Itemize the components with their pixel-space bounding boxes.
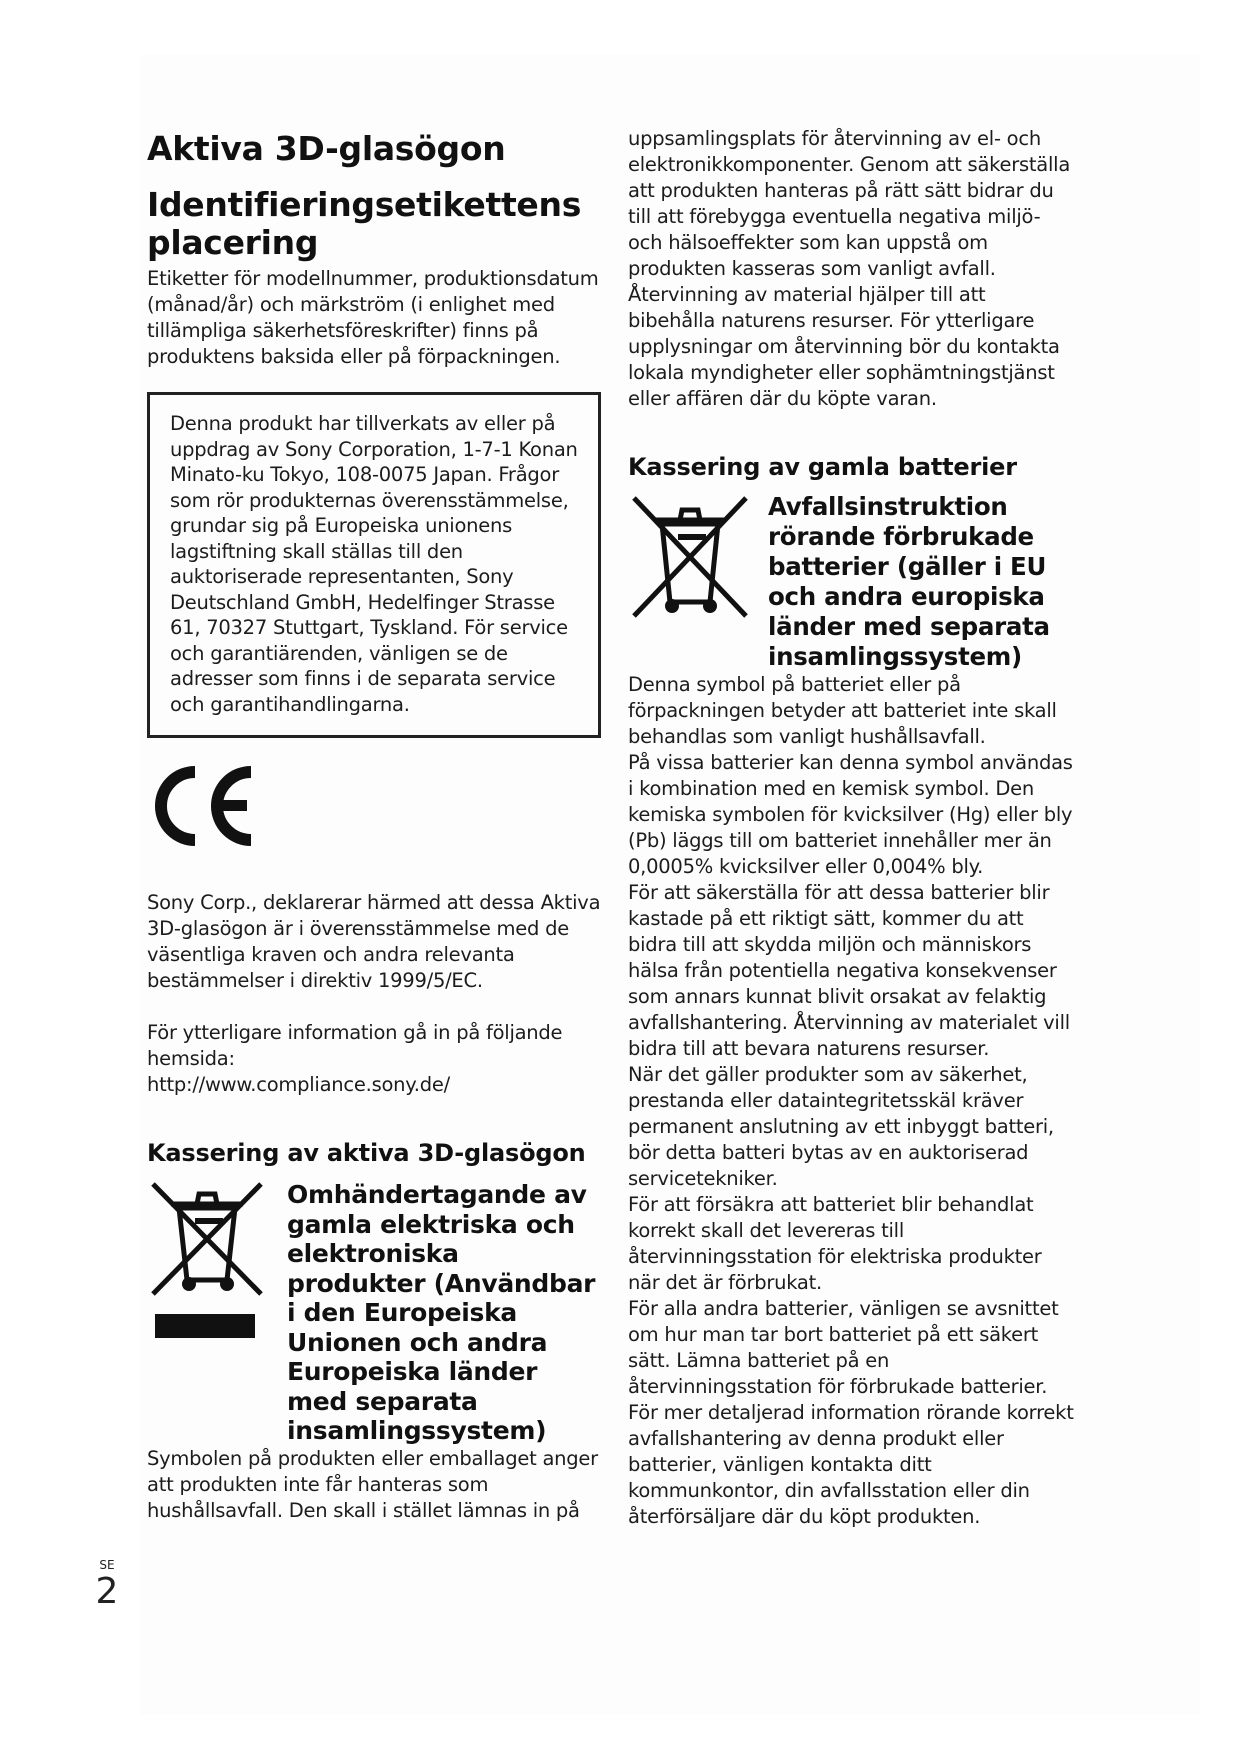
label-location-heading: Identifieringsetikettens placering: [147, 185, 582, 262]
battery-paragraph: Denna symbol på batteriet eller på förpackningen betyder att batteriet inte skall behandlas som vanligt hushållsavfall.: [628, 673, 1057, 748]
page-title: Aktiva 3D-glasögon: [147, 129, 506, 168]
label-location-text: Etiketter för modellnummer, produktionsdatum (månad/år) och märkström (i enlighet med tillämpliga säkerhetsföreskrifter) finns på produktens baksida eller på förpackningen.: [147, 267, 599, 368]
battery-text-block: [628, 672, 1078, 1530]
weee-continued-text: uppsamlingsplats för återvinning av el- och elektronikkomponenter. Genom att säkerställa att produkten hanteras på rätt sätt bidrar du till att förebygga eventuella negativa miljö- och hälsoeffekter som kan uppstå om produkten kasseras som vanligt avfall. Återvinning av material hjälper till att bibehålla naturens resurser. För ytterligare upplysningar om återvinning bör du kontakta lokala myndigheter eller sophämtningstjänst eller affären där du köpte varan.: [628, 127, 1071, 410]
manufacturer-notice-box: [147, 392, 601, 738]
crossed-bin-icon: [628, 492, 752, 622]
battery-paragraph: För mer detaljerad information rörande korrekt avfallshantering av denna produkt eller batterier, vänligen kontakta ditt kommunkontor, din avfallsstation eller din återförsäljare där du köpt produkten.: [628, 1401, 1074, 1528]
more-info-block: [147, 1020, 602, 1098]
more-info-text: För ytterligare information gå in på följande hemsida:: [147, 1021, 563, 1070]
weee-heading: Omhändertagande av gamla elektriska och elektroniska produkter (Användbar i den Europeiska Unionen och andra Europeiska länder med separata insamlingssystem): [287, 1180, 596, 1445]
battery-paragraph: För alla andra batterier, vänligen se avsnittet om hur man tar bort batteriet på ett säkert sätt. Lämna batteriet på en återvinningsstation för förbrukade batterier.: [628, 1297, 1059, 1398]
weee-icon-group: [147, 1180, 287, 1446]
page-number-marker: [92, 1558, 122, 1612]
manufacturer-notice-text: Denna produkt har tillverkats av eller på uppdrag av Sony Corporation, 1-7-1 Konan Minato-ku Tokyo, 108-0075 Japan. Frågor som rör produkternas överensstämmelse, grundar sig på Europeiska unionens lagstiftning skall ställas till den auktoriserade representanten, Sony Deutschland GmbH, Hedelfinger Strasse 61, 70327 Stuttgart, Tyskland. För service och garantiärenden, vänligen se de adresser som finns i de separata service och garantihandlingarna.: [170, 412, 578, 716]
weee-body-text: Symbolen på produkten eller emballaget anger att produkten inte får hanteras som hushållsavfall. Den skall i stället lämnas in på: [147, 1446, 598, 1522]
battery-disposal-heading: Kassering av gamla batterier: [628, 453, 1017, 481]
page-number: 2: [95, 1571, 119, 1612]
right-column: [628, 126, 1078, 1530]
compliance-url[interactable]: http://www.compliance.sony.de/: [147, 1073, 450, 1096]
battery-icon-group: [628, 492, 768, 672]
language-code: SE: [99, 1558, 115, 1572]
declaration-text: Sony Corp., deklarerar härmed att dessa Aktiva 3D-glasögon är i överensstämmelse med de väsentliga kraven och andra relevanta bestämmelser i direktiv 1999/5/EC.: [147, 891, 601, 992]
battery-paragraph: När det gäller produkter som av säkerhet, prestanda eller dataintegritetsskäl kräver permanent anslutning av ett inbyggt batteri, bör detta batteri bytas av en auktoriserad servicetekniker.: [628, 1063, 1054, 1190]
battery-heading: Avfallsinstruktion rörande förbrukade batterier (gäller i EU och andra europiska länder med separata insamlingssystem): [768, 492, 1050, 671]
battery-paragraph: På vissa batterier kan denna symbol användas i kombination med en kemisk symbol. Den kemiska symbolen för kvicksilver (Hg) eller bly (Pb) läggs till om batteriet innehåller mer än 0,0005% kvicksilver eller 0,004% bly.: [628, 751, 1073, 878]
battery-paragraph: För att säkerställa för att dessa batterier blir kastade på ett riktigt sätt, kommer du att bidra till att skydda miljön och människors hälsa från potentiella negativa konsekvenser som annars kunnat blivit orsakat av felaktig avfallshantering. Återvinning av materialet vill bidra till att bevara naturens resurser.: [628, 881, 1070, 1060]
left-column: [147, 130, 602, 1524]
crossed-bin-icon: [147, 1180, 267, 1300]
glasses-disposal-heading: Kassering av aktiva 3D-glasögon: [147, 1139, 586, 1167]
weee-black-bar: [155, 1314, 255, 1338]
weee-block: [147, 1180, 602, 1446]
ce-mark-icon: [147, 762, 602, 850]
battery-symbol-block: [628, 492, 1078, 672]
battery-paragraph: För att försäkra att batteriet blir behandlat korrekt skall det levereras till återvinningsstation för elektriska produkter när det är förbrukat.: [628, 1193, 1042, 1294]
